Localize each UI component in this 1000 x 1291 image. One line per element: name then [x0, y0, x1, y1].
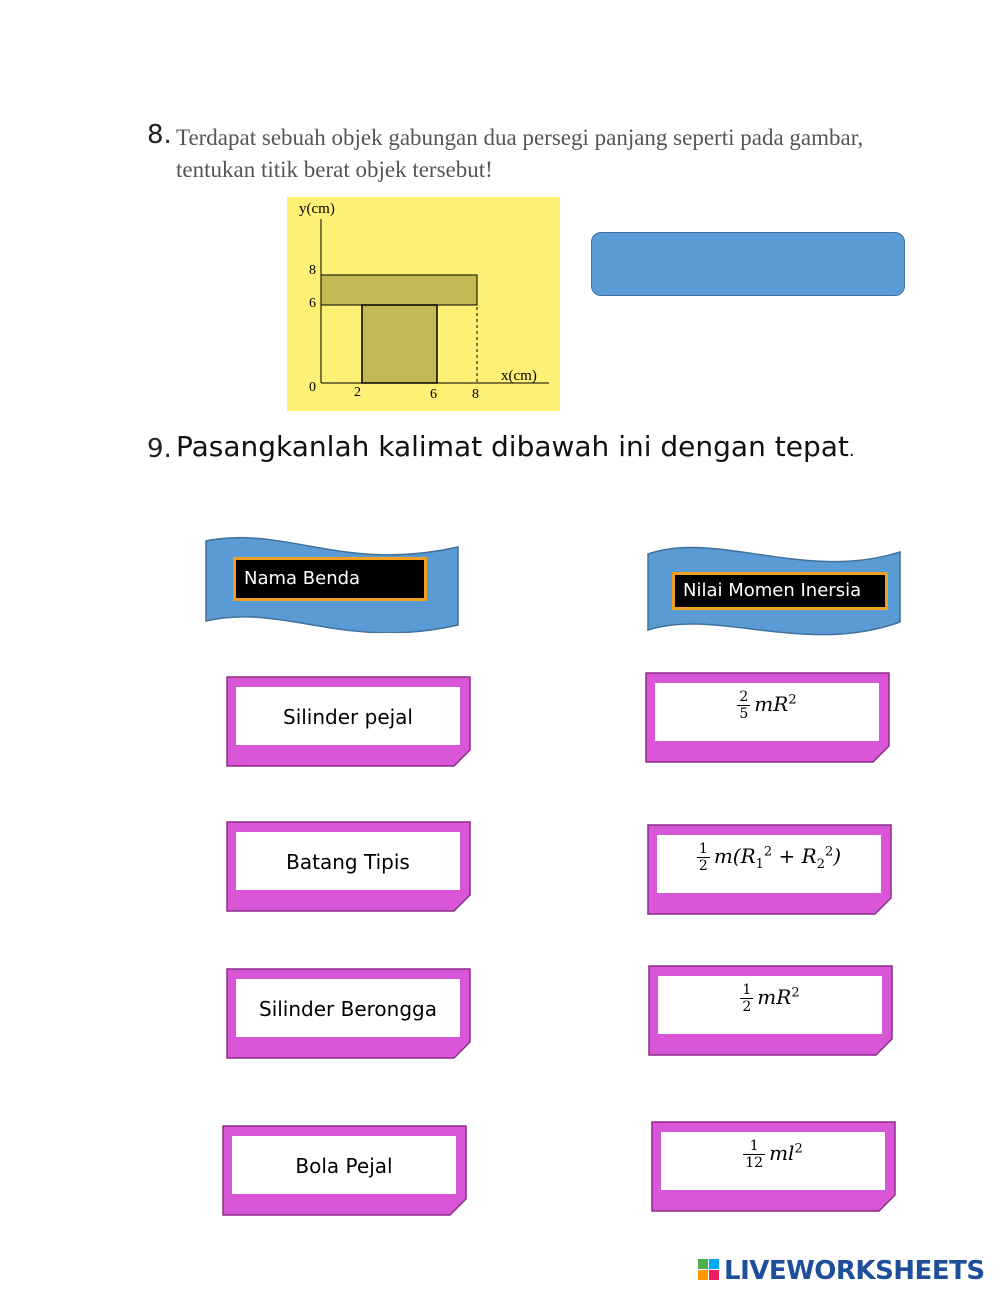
- y-tick-label: 8: [309, 263, 316, 278]
- liveworksheets-logo-icon: [698, 1259, 720, 1281]
- y-tick-label: 6: [309, 296, 316, 311]
- left-match-card[interactable]: [226, 968, 472, 1060]
- y-axis-label: y(cm): [299, 201, 335, 217]
- question-8-text: Terdapat sebuah objek gabungan dua persegi panjang seperti pada gambar, tentukan titik berat objek tersebut!: [176, 125, 864, 182]
- inertia-formula: $\frac{1}{2}$ $mR^2$: [742, 982, 800, 1015]
- left-header-label: Nama Benda: [233, 557, 427, 601]
- inertia-formula: $\frac{1}{12}$ $ml^2$: [745, 1138, 803, 1171]
- left-match-card[interactable]: [226, 676, 472, 768]
- composite-shape-figure: [287, 197, 560, 411]
- question-8-number: 8.: [147, 120, 172, 150]
- y-tick-label: 0: [309, 380, 316, 395]
- liveworksheets-brand: LIVEWORKSHEETS: [724, 1256, 985, 1286]
- x-axis-label: x(cm): [501, 368, 537, 384]
- left-match-card[interactable]: [222, 1125, 468, 1217]
- inertia-formula: $\frac{2}{5}$ $mR^2$: [739, 689, 797, 722]
- right-match-card[interactable]: [648, 965, 894, 1057]
- answer-input-box[interactable]: [591, 232, 905, 296]
- right-match-card[interactable]: [645, 672, 891, 764]
- left-match-card[interactable]: [226, 821, 472, 913]
- left-card-text: Bola Pejal: [295, 1154, 393, 1178]
- right-match-card[interactable]: [647, 824, 893, 916]
- question-9-number: 9.: [147, 434, 172, 464]
- x-tick-label: 8: [472, 387, 479, 402]
- left-card-text: Batang Tipis: [286, 850, 410, 874]
- right-header-label: Nilai Momen Inersia: [672, 572, 888, 610]
- x-tick-label: 2: [354, 385, 361, 400]
- question-9-text: Pasangkanlah kalimat dibawah ini dengan tepat.: [176, 430, 855, 463]
- left-header-banner: [204, 533, 460, 637]
- right-header-banner: [646, 538, 902, 648]
- inertia-formula: $\frac{1}{2}$ $m(R_1^2 + R_2^2)$: [698, 841, 842, 874]
- top-rectangle: [321, 275, 477, 305]
- bottom-rectangle: [362, 305, 437, 383]
- x-tick-label: 6: [430, 387, 437, 402]
- left-card-text: Silinder pejal: [283, 705, 413, 729]
- left-card-text: Silinder Berongga: [259, 997, 437, 1021]
- right-match-card[interactable]: [651, 1121, 897, 1213]
